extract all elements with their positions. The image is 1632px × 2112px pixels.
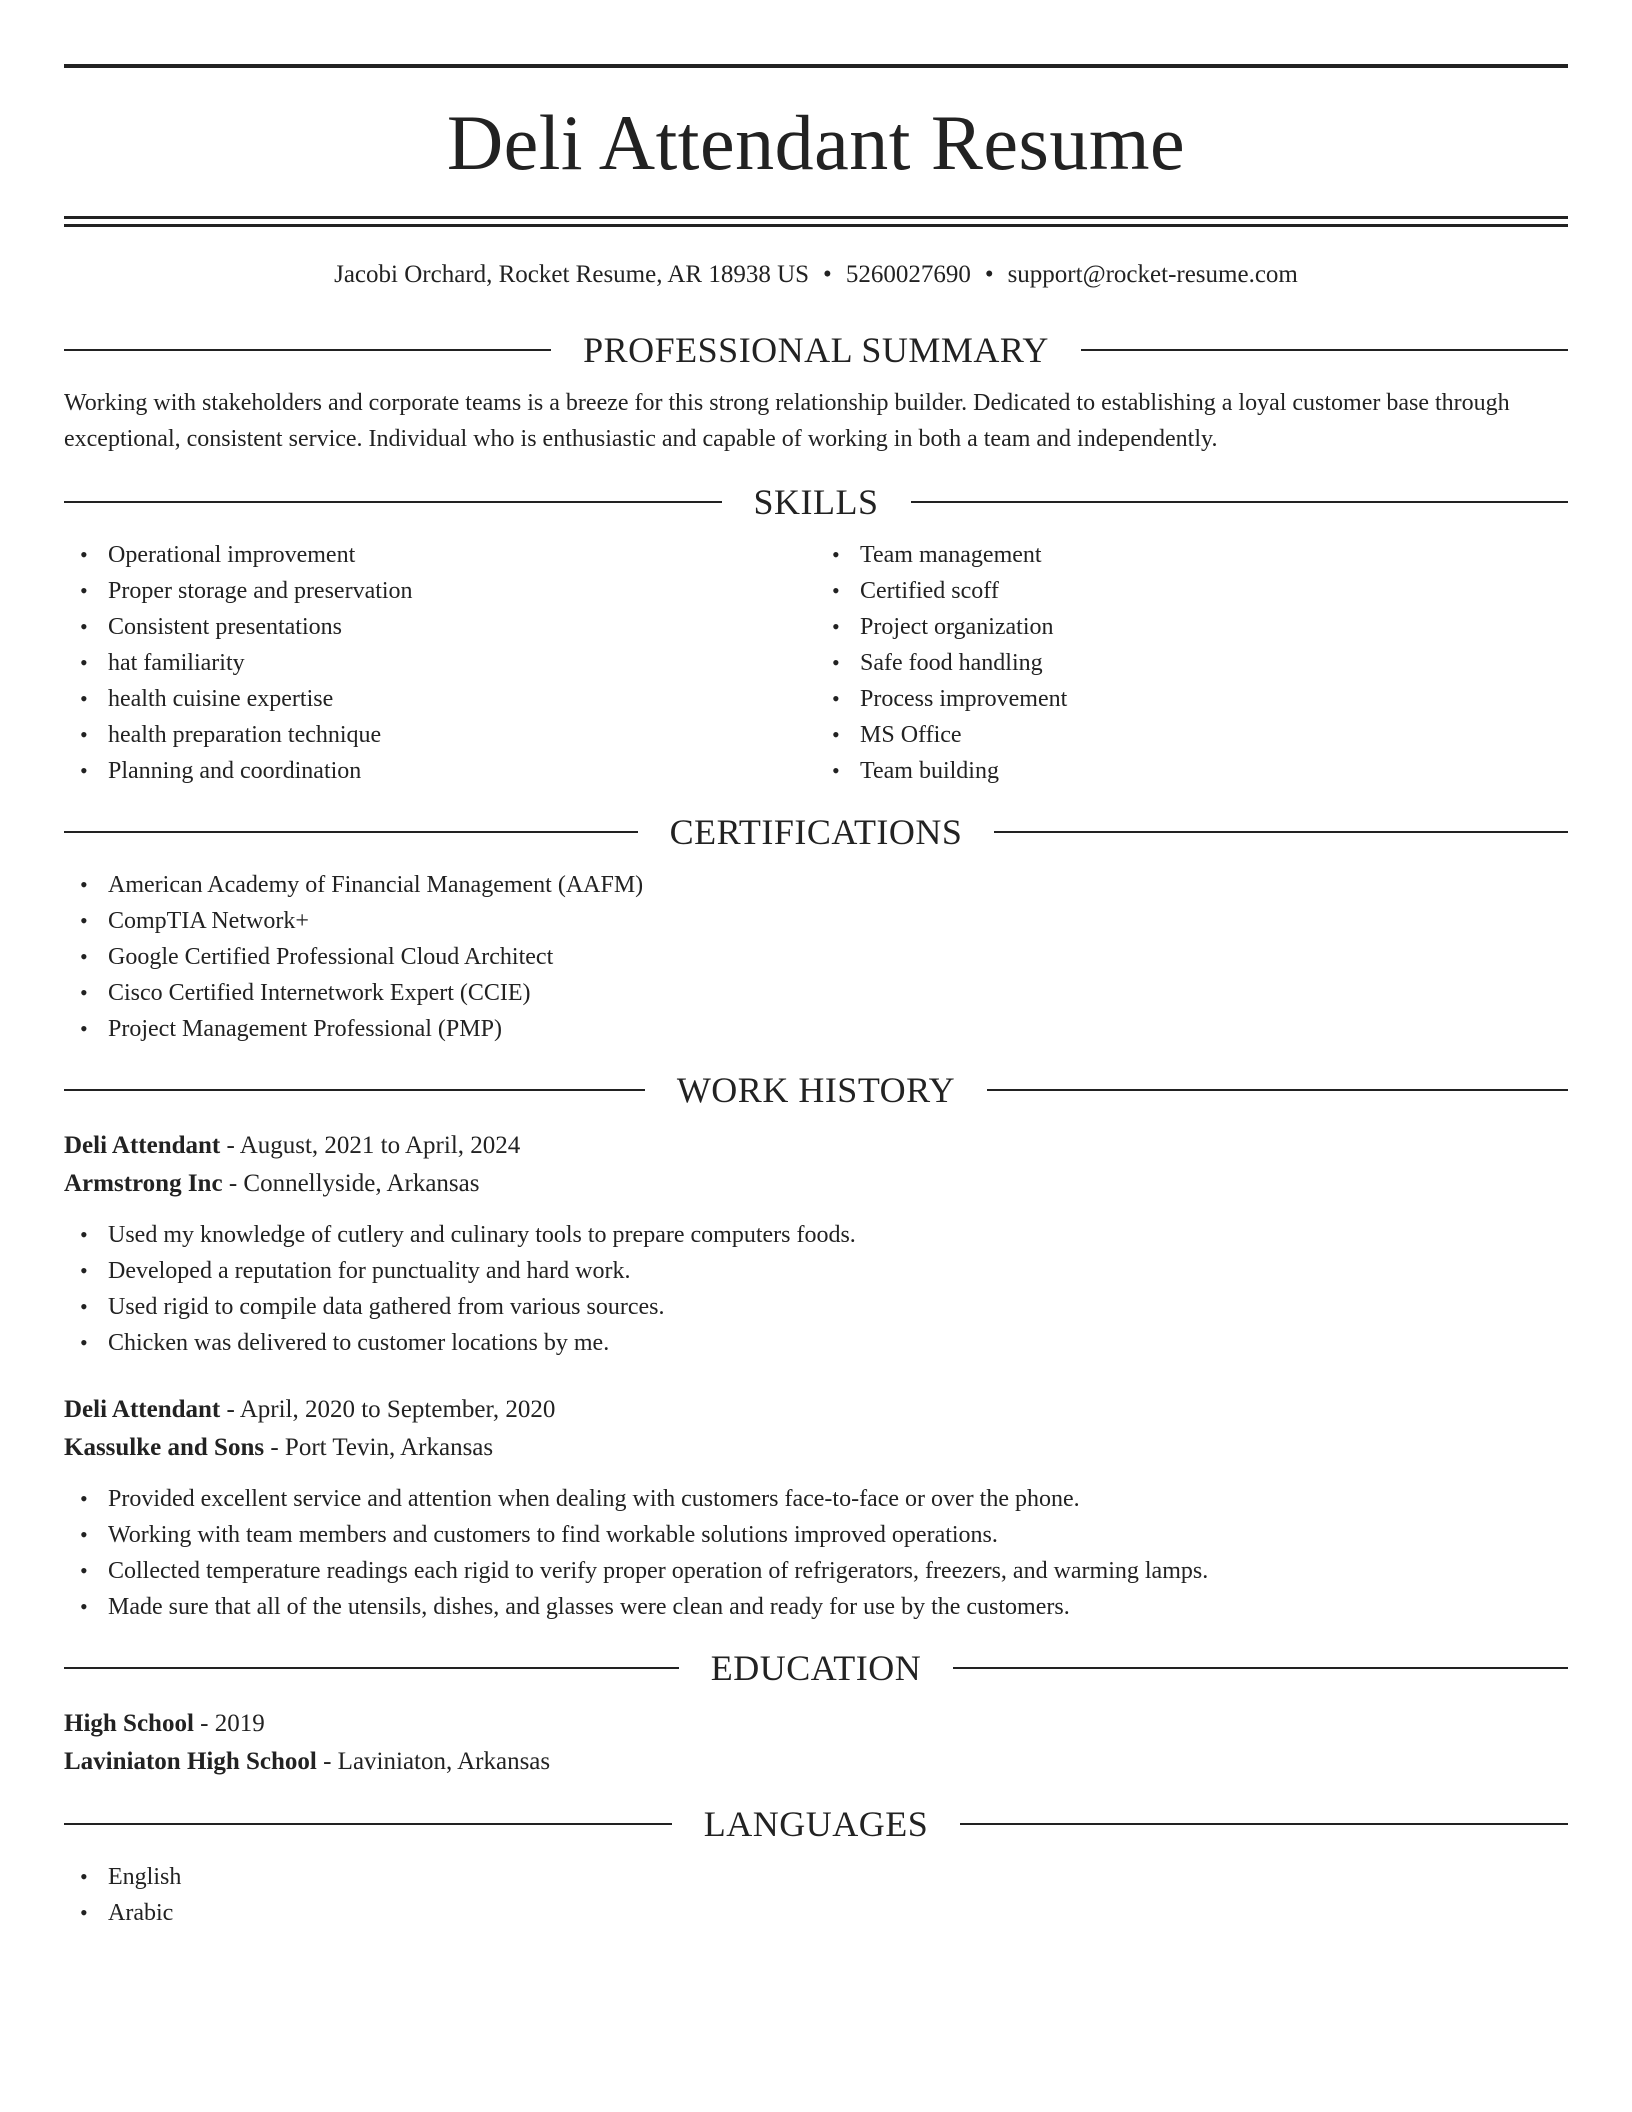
section-heading-skills xyxy=(64,481,1568,523)
skills-column-right xyxy=(816,537,1568,789)
job-bullet: • Made sure that all of the utensils, dishes, and glasses were clean and ready for use by the customers. xyxy=(80,1594,1070,1620)
job-company: Armstrong Inc xyxy=(64,1170,223,1197)
skill-item: • health cuisine expertise xyxy=(80,686,334,712)
contact-separator: • xyxy=(823,261,832,288)
heading-rule xyxy=(64,1089,645,1091)
job-bullet: • Chicken was delivered to customer locations by me. xyxy=(80,1330,610,1356)
certification-item: • Google Certified Professional Cloud Architect xyxy=(80,944,554,970)
job-bullet: • Working with team members and customers to find workable solutions improved operations. xyxy=(80,1522,998,1548)
skill-item: • Team management xyxy=(832,542,1042,568)
heading-rule xyxy=(911,501,1569,503)
certification-item: • Project Management Professional (PMP) xyxy=(80,1016,502,1042)
job-title: Deli Attendant xyxy=(64,1132,221,1159)
skills-grid xyxy=(64,537,1568,789)
job-company-line xyxy=(64,1429,1568,1467)
heading-rule xyxy=(64,501,722,503)
section-title: EDUCATION xyxy=(710,1648,922,1688)
skill-item: • Safe food handling xyxy=(832,650,1043,676)
job-dates: - August, 2021 to April, 2024 xyxy=(220,1132,521,1159)
job-title-line xyxy=(64,1391,1568,1429)
contact-email: support@rocket-resume.com xyxy=(1007,261,1298,288)
job-location: - Connellyside, Arkansas xyxy=(222,1170,480,1197)
heading-rule xyxy=(960,1823,1568,1825)
education-entry xyxy=(64,1705,1568,1781)
job-bullet: • Used my knowledge of cutlery and culinary tools to prepare computers foods. xyxy=(80,1222,856,1248)
skill-item: • Consistent presentations xyxy=(80,614,342,640)
job-location: - Port Tevin, Arkansas xyxy=(264,1434,494,1461)
summary-text: Working with stakeholders and corporate teams is a breeze for this strong relationship builder. Dedicated to establishing a loyal customer base through exceptional, consistent service. Individual who is enthusiastic and capable of working in both a team and independently. xyxy=(64,390,1510,452)
job-title-line xyxy=(64,1127,1568,1165)
title-double-rule xyxy=(64,216,1568,227)
skill-item: • Proper storage and preservation xyxy=(80,578,413,604)
section-title: CERTIFICATIONS xyxy=(669,812,963,852)
job-bullets xyxy=(64,1481,1568,1625)
heading-rule xyxy=(987,1089,1568,1091)
job-title: Deli Attendant xyxy=(64,1396,221,1423)
education-school: Laviniaton High School xyxy=(64,1748,317,1775)
certifications-list xyxy=(64,867,1568,1047)
job-bullet: • Provided excellent service and attention when dealing with customers face-to-face or over the phone. xyxy=(80,1486,1080,1512)
section-title: LANGUAGES xyxy=(703,1804,929,1844)
job-bullet: • Developed a reputation for punctuality and hard work. xyxy=(80,1258,631,1284)
heading-rule xyxy=(1081,349,1568,351)
section-heading-languages xyxy=(64,1803,1568,1845)
section-title: PROFESSIONAL SUMMARY xyxy=(583,330,1049,370)
education-degree: High School xyxy=(64,1710,194,1737)
education-location: - Laviniaton, Arkansas xyxy=(316,1748,551,1775)
job-bullet: • Collected temperature readings each rigid to verify proper operation of refrigerators, freezers, and warming lamps. xyxy=(80,1558,1209,1584)
resume-title: Deli Attendant Resume xyxy=(446,99,1186,186)
skill-item: • hat familiarity xyxy=(80,650,245,676)
language-item: • English xyxy=(80,1864,182,1890)
job-entry xyxy=(64,1127,1568,1361)
heading-rule xyxy=(64,349,551,351)
skill-item: • health preparation technique xyxy=(80,722,382,748)
skill-item: • Operational improvement xyxy=(80,542,356,568)
education-year: - 2019 xyxy=(193,1710,265,1737)
section-title: WORK HISTORY xyxy=(676,1070,956,1110)
languages-list xyxy=(64,1859,1568,1931)
job-company: Kassulke and Sons xyxy=(64,1434,265,1461)
section-heading-education xyxy=(64,1647,1568,1689)
section-heading-summary xyxy=(64,329,1568,371)
job-company-line xyxy=(64,1165,1568,1203)
heading-rule xyxy=(994,831,1568,833)
job-bullet: • Used rigid to compile data gathered from various sources. xyxy=(80,1294,665,1320)
skill-item: • Project organization xyxy=(832,614,1054,640)
heading-rule xyxy=(953,1667,1568,1669)
education-school-line xyxy=(64,1743,1568,1781)
job-entry xyxy=(64,1391,1568,1625)
section-title: SKILLS xyxy=(753,482,879,522)
job-bullets xyxy=(64,1217,1568,1361)
skill-item: • Team building xyxy=(832,758,999,784)
language-item: • Arabic xyxy=(80,1900,174,1926)
skill-item: • Planning and coordination xyxy=(80,758,362,784)
certification-item: • American Academy of Financial Management (AAFM) xyxy=(80,872,644,898)
job-dates: - April, 2020 to September, 2020 xyxy=(220,1396,556,1423)
contact-separator: • xyxy=(984,261,994,288)
certification-item: • CompTIA Network+ xyxy=(80,908,309,934)
work-history xyxy=(64,1127,1568,1625)
section-heading-certifications xyxy=(64,811,1568,853)
skill-item: • Certified scoff xyxy=(832,578,999,604)
contact-line xyxy=(64,261,1568,289)
education-degree-line xyxy=(64,1705,1568,1743)
skills-column-left xyxy=(64,537,816,789)
heading-rule xyxy=(64,1667,679,1669)
top-rule xyxy=(64,64,1568,68)
heading-rule xyxy=(64,1823,672,1825)
certification-item: • Cisco Certified Internetwork Expert (CCIE) xyxy=(80,980,531,1006)
contact-address: Jacobi Orchard, Rocket Resume, AR 18938 US xyxy=(334,261,810,288)
section-heading-work xyxy=(64,1069,1568,1111)
heading-rule xyxy=(64,831,638,833)
skill-item: • Process improvement xyxy=(832,686,1068,712)
skill-item: • MS Office xyxy=(832,722,962,748)
contact-phone: 5260027690 xyxy=(845,261,971,288)
